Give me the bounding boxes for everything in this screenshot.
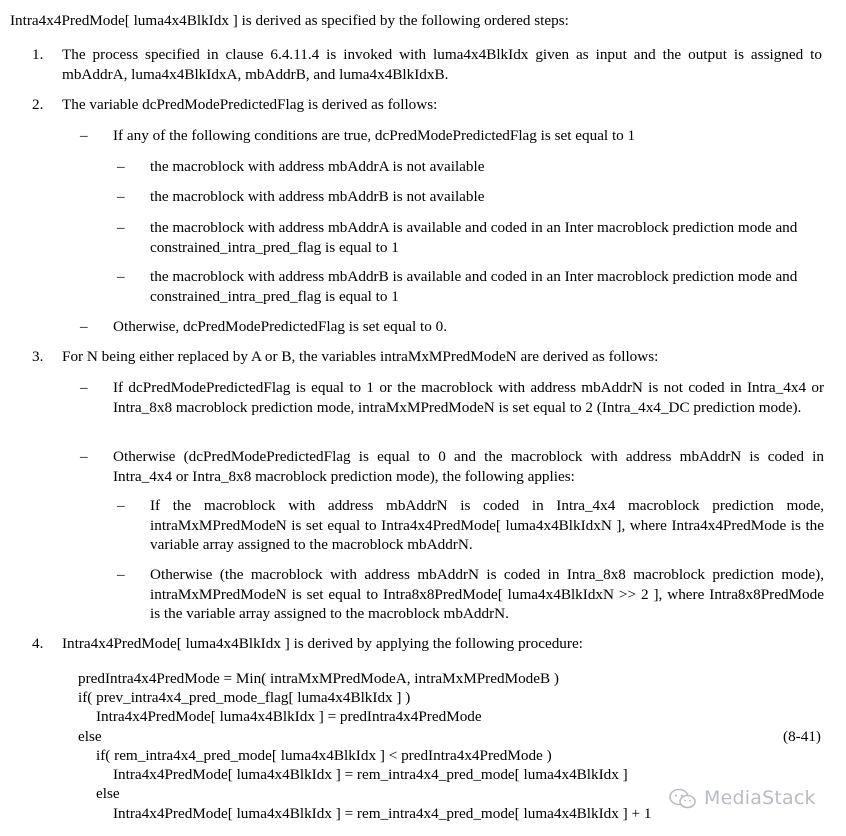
step-2-number: 2. xyxy=(32,96,44,113)
step-3-number: 3. xyxy=(32,348,44,365)
code-line-5: if( rem_intra4x4_pred_mode[ luma4x4BlkIdx ] < predIntra4x4PredMode ) xyxy=(96,747,552,764)
dash-bullet: – xyxy=(80,379,88,396)
code-line-6: Intra4x4PredMode[ luma4x4BlkIdx ] = rem_intra4x4_pred_mode[ luma4x4BlkIdx ] xyxy=(113,766,628,783)
dash-bullet: – xyxy=(117,158,125,175)
code-line-2: if( prev_intra4x4_pred_mode_flag[ luma4x4BlkIdx ] ) xyxy=(78,689,411,706)
code-line-8: Intra4x4PredMode[ luma4x4BlkIdx ] = rem_intra4x4_pred_mode[ luma4x4BlkIdx ] + 1 xyxy=(113,805,652,822)
intro-text: Intra4x4PredMode[ luma4x4BlkIdx ] is derived as specified by the following ordered steps: xyxy=(10,12,569,29)
code-line-4: else xyxy=(78,728,102,745)
dash-bullet: – xyxy=(117,497,125,514)
dash-bullet: – xyxy=(80,318,88,335)
dash-bullet: – xyxy=(117,566,125,583)
step-1-text: The process specified in clause 6.4.11.4 is invoked with luma4x4BlkIdx given as input and the output is assigned to mbAddrA, luma4x4BlkIdxA, mbAddrB, and luma4x4BlkIdxB. xyxy=(62,46,822,83)
dash-bullet: – xyxy=(80,127,88,144)
code-line-1: predIntra4x4PredMode = Min( intraMxMPredModeA, intraMxMPredModeB ) xyxy=(78,670,559,687)
watermark xyxy=(668,788,816,810)
code-line-7: else xyxy=(96,785,120,802)
step-1-number: 1. xyxy=(32,46,44,63)
code-line-3: Intra4x4PredMode[ luma4x4BlkIdx ] = predIntra4x4PredMode xyxy=(96,708,482,725)
dash-bullet: – xyxy=(80,448,88,465)
step-2-condition-4: the macroblock with address mbAddrB is available and coded in an Inter macroblock prediction mode and constrained_intra_pred_flag is equal to 1 xyxy=(150,268,798,305)
dash-bullet: – xyxy=(117,268,125,285)
wechat-icon xyxy=(668,788,698,810)
step-3-condition-1: If the macroblock with address mbAddrN is coded in Intra_4x4 macroblock prediction mode, intraMxMPredModeN is set equal to Intra4x4PredMode[ luma4x4BlkIdxN ], where Intra4x4PredMode is the variable array assigned to the macroblock mbAddrN. xyxy=(150,497,824,553)
step-4-number: 4. xyxy=(32,635,44,652)
step-3-bullet-2: Otherwise (dcPredModePredictedFlag is equal to 0 and the macroblock with address mbAddrN is coded in Intra_4x4 or Intra_8x8 macroblock prediction mode), the following applies: xyxy=(113,448,824,485)
dash-bullet: – xyxy=(117,219,125,236)
equation-number: (8-41) xyxy=(783,728,821,745)
step-2-bullet-2: Otherwise, dcPredModePredictedFlag is set equal to 0. xyxy=(113,318,448,335)
step-3-bullet-1: If dcPredModePredictedFlag is equal to 1 or the macroblock with address mbAddrN is not coded in Intra_4x4 or Intra_8x8 macroblock prediction mode, intraMxMPredModeN is set equal to 2 (Intra_4x4_DC prediction mode). xyxy=(113,379,824,416)
step-3-condition-2: Otherwise (the macroblock with address mbAddrN is coded in Intra_8x8 macroblock prediction mode), intraMxMPredModeN is set equal to Intra8x8PredMode[ luma4x4BlkIdxN >> 2 ], where Intra8x8PredMode is the variable array assigned to the macroblock mbAddrN. xyxy=(150,566,824,622)
step-2-condition-3: the macroblock with address mbAddrA is available and coded in an Inter macroblock prediction mode and constrained_intra_pred_flag is equal to 1 xyxy=(150,219,798,256)
step-3-text: For N being either replaced by A or B, the variables intraMxMPredModeN are derived as follows: xyxy=(62,348,659,365)
step-2-text: The variable dcPredModePredictedFlag is derived as follows: xyxy=(62,96,438,113)
dash-bullet: – xyxy=(117,188,125,205)
watermark-text: MediaStack xyxy=(704,787,816,810)
step-2-bullet-1: If any of the following conditions are true, dcPredModePredictedFlag is set equal to 1 xyxy=(113,127,636,144)
step-2-condition-1: the macroblock with address mbAddrA is not available xyxy=(150,158,485,175)
step-2-condition-2: the macroblock with address mbAddrB is not available xyxy=(150,188,485,205)
step-4-text: Intra4x4PredMode[ luma4x4BlkIdx ] is derived by applying the following procedure: xyxy=(62,635,583,652)
